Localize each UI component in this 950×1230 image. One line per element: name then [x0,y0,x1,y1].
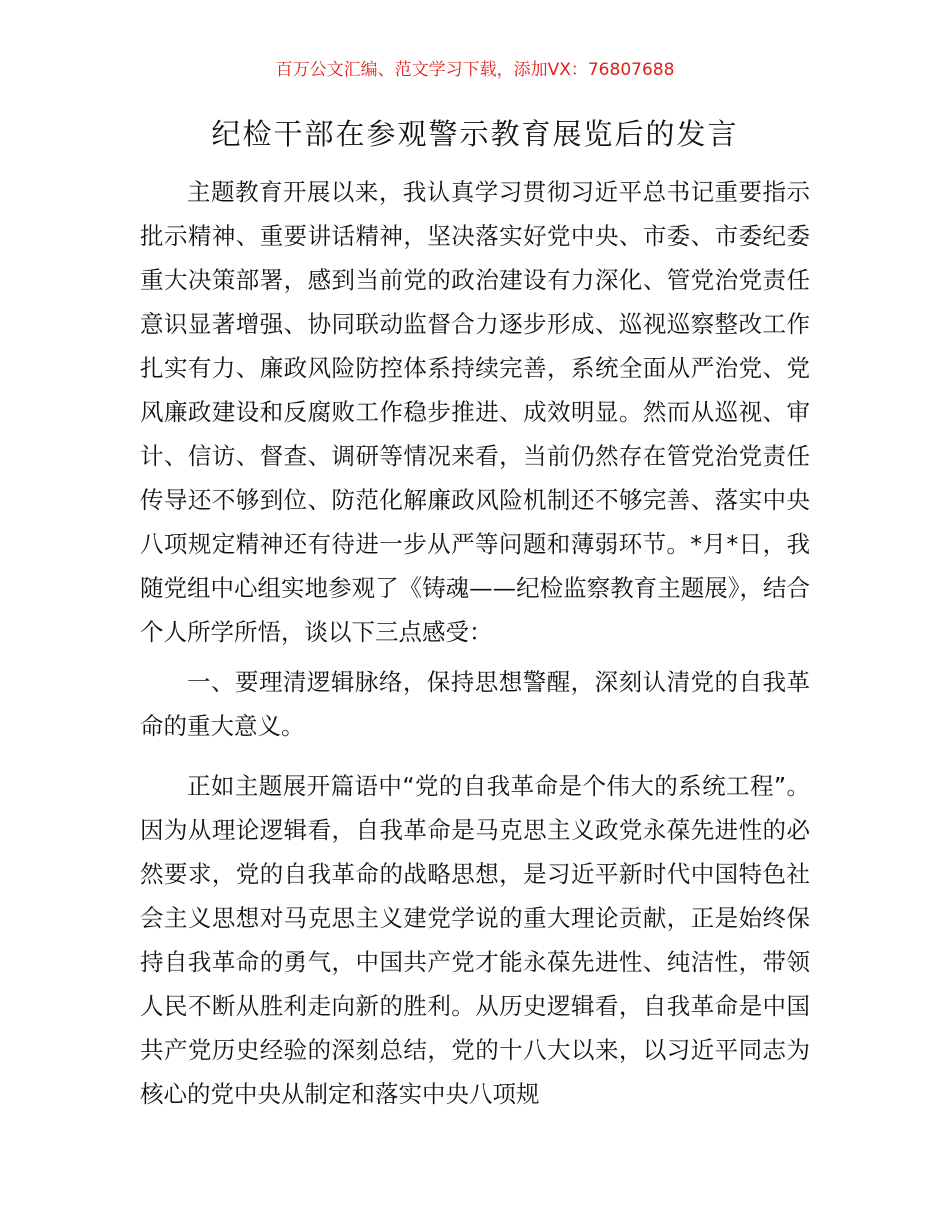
paragraph-intro: 主题教育开展以来，我认真学习贯彻习近平总书记重要指示批示精神、重要讲话精神，坚决落实好党中央、市委、市委纪委重大决策部署，感到当前党的政治建设有力深化、管党治党责任意识显著增强、协同联动监督合力逐步形成、巡视巡察整改工作扎实有力、廉政风险防控体系持续完善，系统全面从严治党、党风廉政建设和反腐败工作稳步推进、成效明显。然而从巡视、审计、信访、督查、调研等情况来看，当前仍然存在管党治党责任传导还不够到位、防范化解廉政风险机制还不够完善、落实中央八项规定精神还有待进一步从严等问题和薄弱环节。*月*日，我随党组中心组实地参观了《铸魂——纪检监察教育主题展》，结合个人所学所悟，谈以下三点感受： [140,178,810,646]
section-heading-one: 一、要理清逻辑脉络，保持思想警醒，深刻认清党的自我革命的重大意义。 [140,668,810,740]
document-body [140,170,810,1116]
header-download-note: 百万公文汇编、范文学习下载，添加VX：76807688 [275,60,675,80]
document-title: 纪检干部在参观警示教育展览后的发言 [211,117,739,151]
paragraph-section-one: 正如主题展开篇语中“党的自我革命是个伟大的系统工程”。因为从理论逻辑看，自我革命是马克思主义政党永葆先进性的必然要求，党的自我革命的战略思想，是习近平新时代中国特色社会主义思想对马克思主义建党学说的重大理论贡献，正是始终保持自我革命的勇气，中国共产党才能永葆先进性、纯洁性，带领人民不断从胜利走向新的胜利。从历史逻辑看，自我革命是中国共产党历史经验的深刻总结，党的十八大以来，以习近平同志为核心的党中央从制定和落实中央八项规 [140,772,810,1108]
